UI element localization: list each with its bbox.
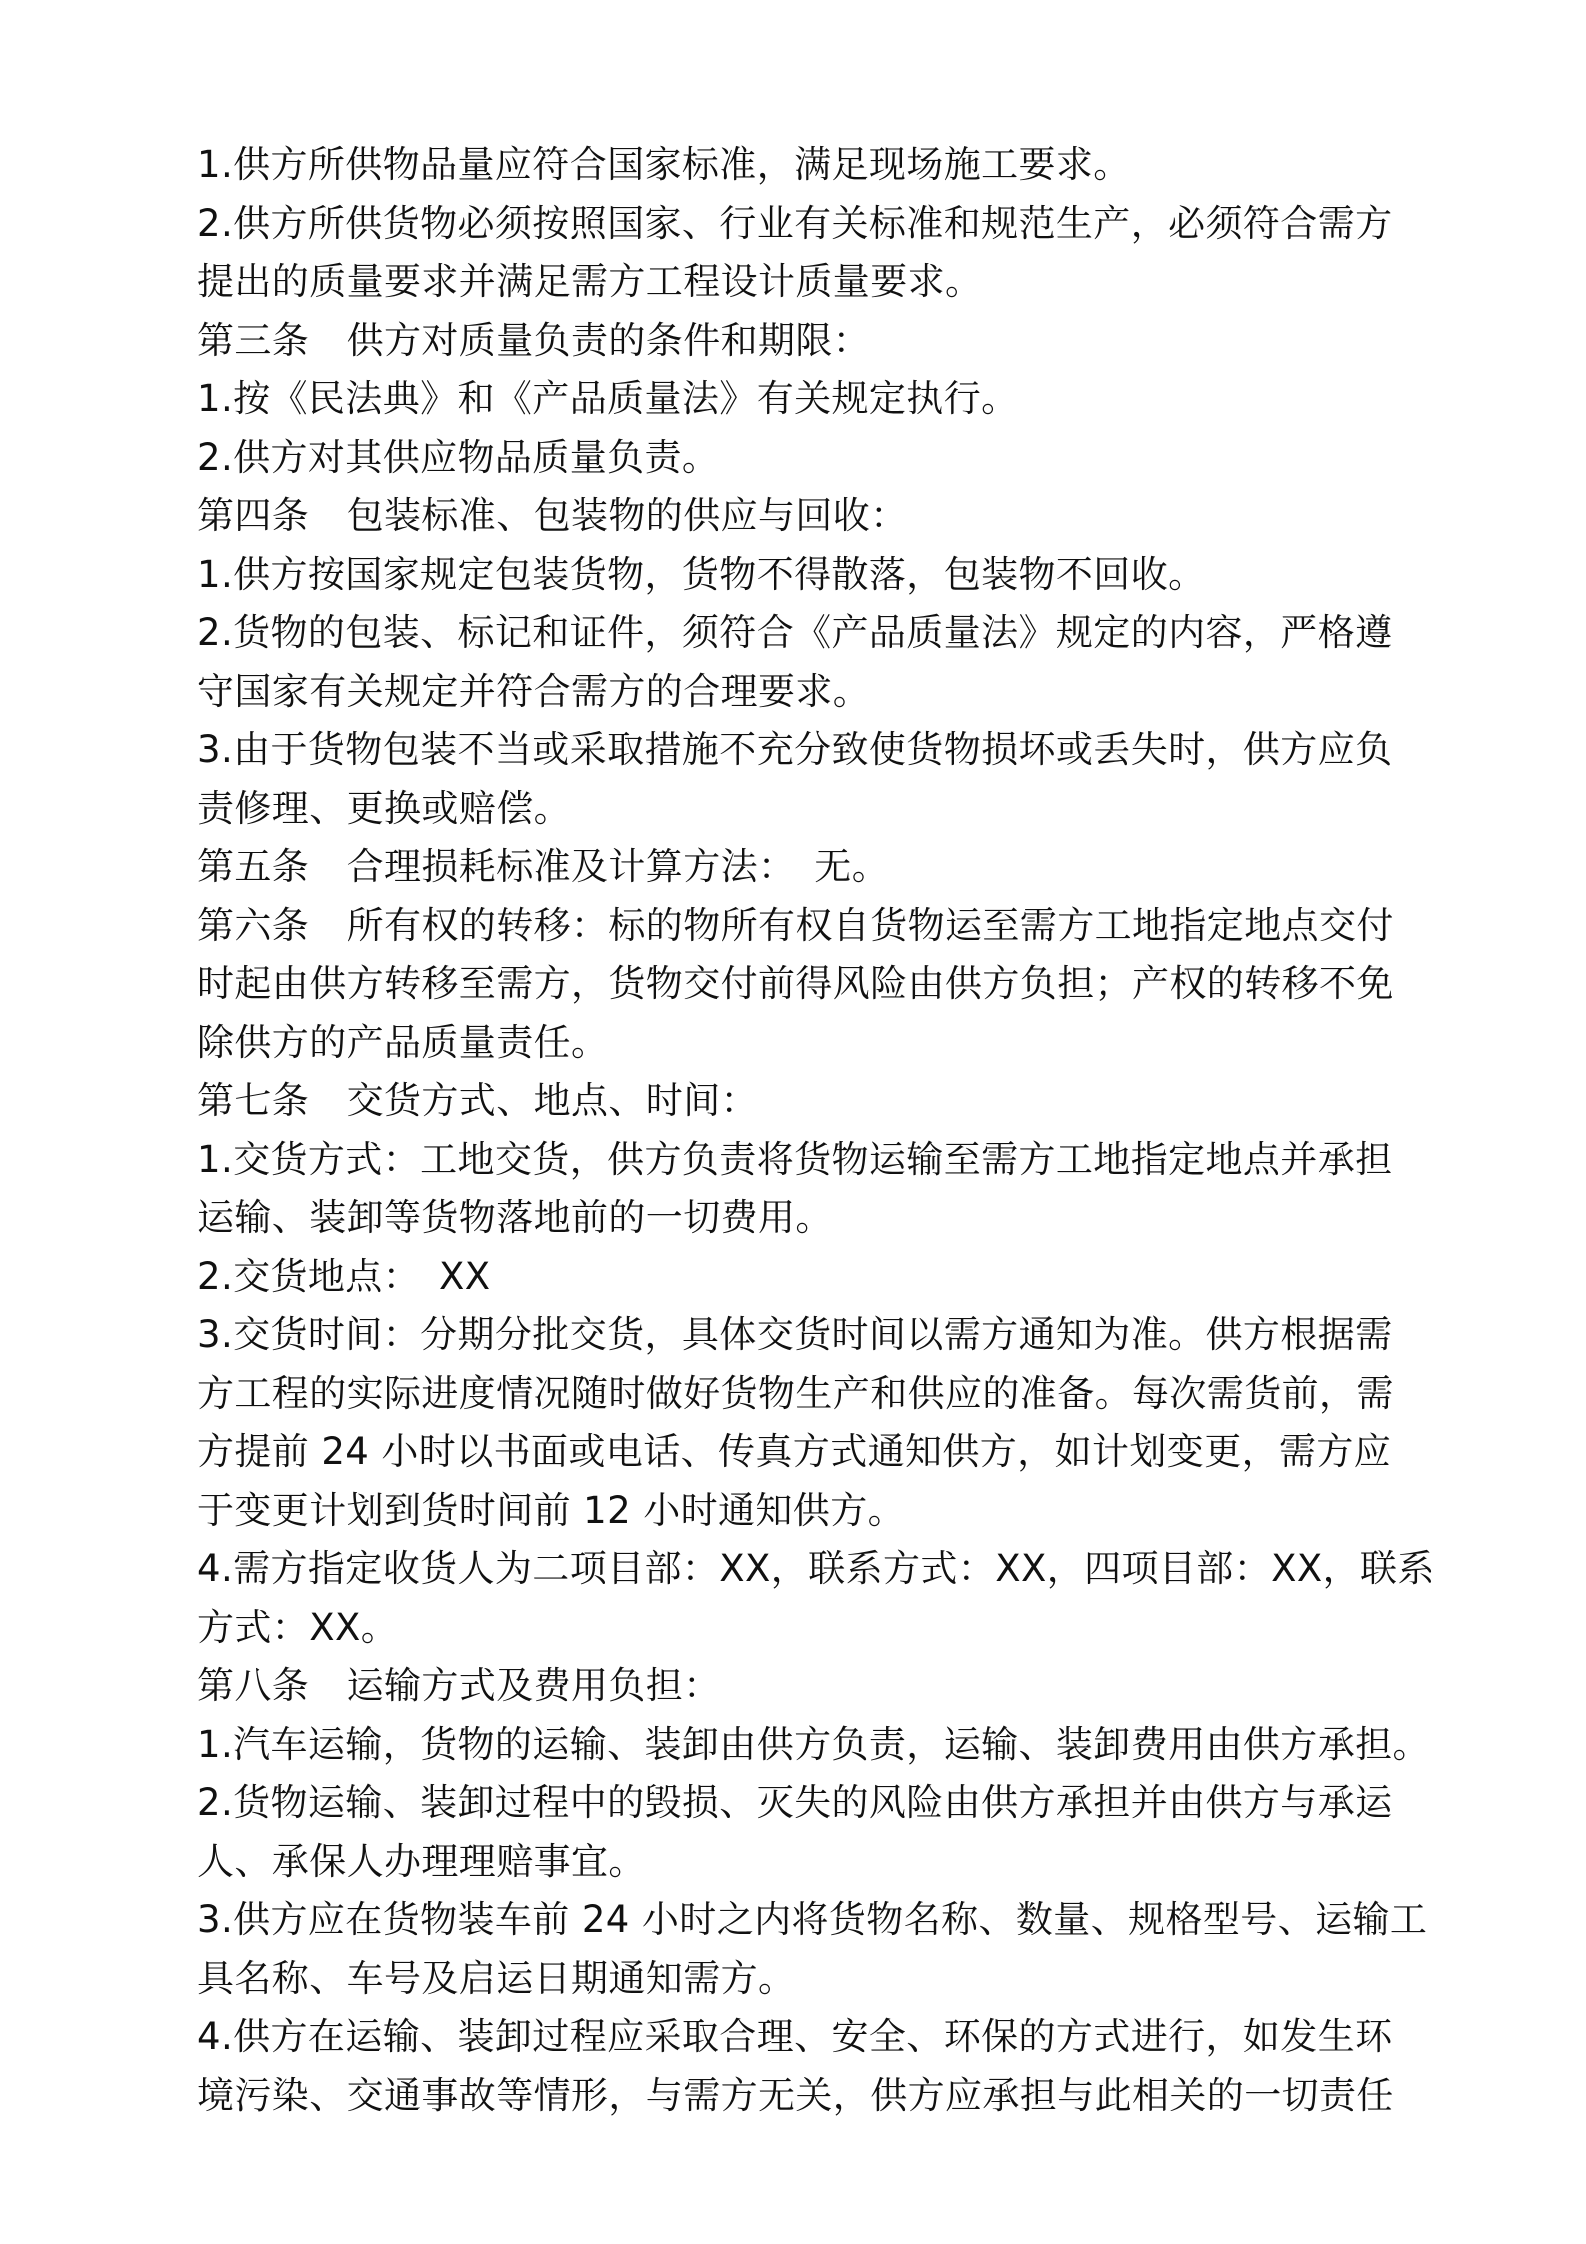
text-line: 方提前 24 小时以书面或电话、传真方式通知供方，如计划变更，需方应 bbox=[197, 1430, 1392, 1473]
section-heading: 第七条 交货方式、地点、时间： bbox=[197, 1079, 758, 1122]
text-line: 2.供方所供货物必须按照国家、行业有关标准和规范生产，必须符合需方 bbox=[197, 201, 1393, 245]
text-line: 境污染、交通事故等情形，与需方无关，供方应承担与此相关的一切责任 bbox=[197, 2073, 1394, 2117]
section-heading: 第三条 供方对质量负责的条件和期限： bbox=[197, 318, 871, 362]
text-line: 具名称、车号及启运日期通知需方。 bbox=[197, 1956, 796, 2000]
text-line: 运输、装卸等货物落地前的一切费用。 bbox=[197, 1196, 833, 1239]
text-line: 方式：XX。 bbox=[197, 1605, 399, 1649]
text-line: 除供方的产品质量责任。 bbox=[197, 1020, 609, 1064]
text-line: 1.汽车运输，货物的运输、装卸由供方负责，运输、装卸费用由供方承担。 bbox=[197, 1722, 1430, 1766]
section-heading: 第六条 所有权的转移：标的物所有权自货物运至需方工地指定地点交付 bbox=[197, 903, 1394, 947]
text-line: 责修理、更换或赔偿。 bbox=[197, 786, 571, 830]
text-line: 方工程的实际进度情况随时做好货物生产和供应的准备。每次需货前，需 bbox=[197, 1371, 1394, 1415]
section-heading: 第五条 合理损耗标准及计算方法： 无。 bbox=[197, 845, 890, 888]
text-line: 1.供方按国家规定包装货物，货物不得散落，包装物不回收。 bbox=[197, 552, 1206, 596]
text-line: 4.需方指定收货人为二项目部：XX，联系方式：XX，四项目部：XX，联系 bbox=[197, 1547, 1435, 1590]
text-line: 1.交货方式：工地交货，供方负责将货物运输至需方工地指定地点并承担 bbox=[197, 1137, 1393, 1181]
text-line: 3.供方应在货物装车前 24 小时之内将货物名称、数量、规格型号、运输工 bbox=[197, 1898, 1428, 1941]
text-line: 1.供方所供物品量应符合国家标准，满足现场施工要求。 bbox=[197, 143, 1131, 186]
text-line: 3.由于货物包装不当或采取措施不充分致使货物损坏或丢失时，供方应负 bbox=[197, 728, 1393, 771]
text-line: 于变更计划到货时间前 12 小时通知供方。 bbox=[197, 1488, 906, 1532]
section-heading: 第八条 运输方式及费用负担： bbox=[197, 1664, 721, 1707]
text-line: 2.交货地点： XX bbox=[197, 1254, 491, 1298]
text-line: 4.供方在运输、装卸过程应采取合理、安全、环保的方式进行，如发生环 bbox=[197, 2015, 1393, 2058]
contract-text-body bbox=[197, 136, 1435, 2125]
text-line: 守国家有关规定并符合需方的合理要求。 bbox=[197, 669, 871, 713]
text-line: 2.供方对其供应物品质量负责。 bbox=[197, 435, 720, 479]
text-line: 3.交货时间：分期分批交货，具体交货时间以需方通知为准。供方根据需 bbox=[197, 1313, 1393, 1356]
text-line: 2.货物运输、装卸过程中的毁损、灭失的风险由供方承担并由供方与承运 bbox=[197, 1781, 1393, 1824]
text-line: 提出的质量要求并满足需方工程设计质量要求。 bbox=[197, 260, 983, 303]
text-line: 人、承保人办理理赔事宜。 bbox=[197, 1839, 646, 1883]
text-line: 2.货物的包装、标记和证件，须符合《产品质量法》规定的内容，严格遵 bbox=[197, 611, 1393, 654]
text-line: 时起由供方转移至需方，货物交付前得风险由供方负担；产权的转移不免 bbox=[197, 962, 1394, 1005]
text-line: 1.按《民法典》和《产品质量法》有关规定执行。 bbox=[197, 377, 1019, 420]
section-heading: 第四条 包装标准、包装物的供应与回收： bbox=[197, 494, 908, 537]
